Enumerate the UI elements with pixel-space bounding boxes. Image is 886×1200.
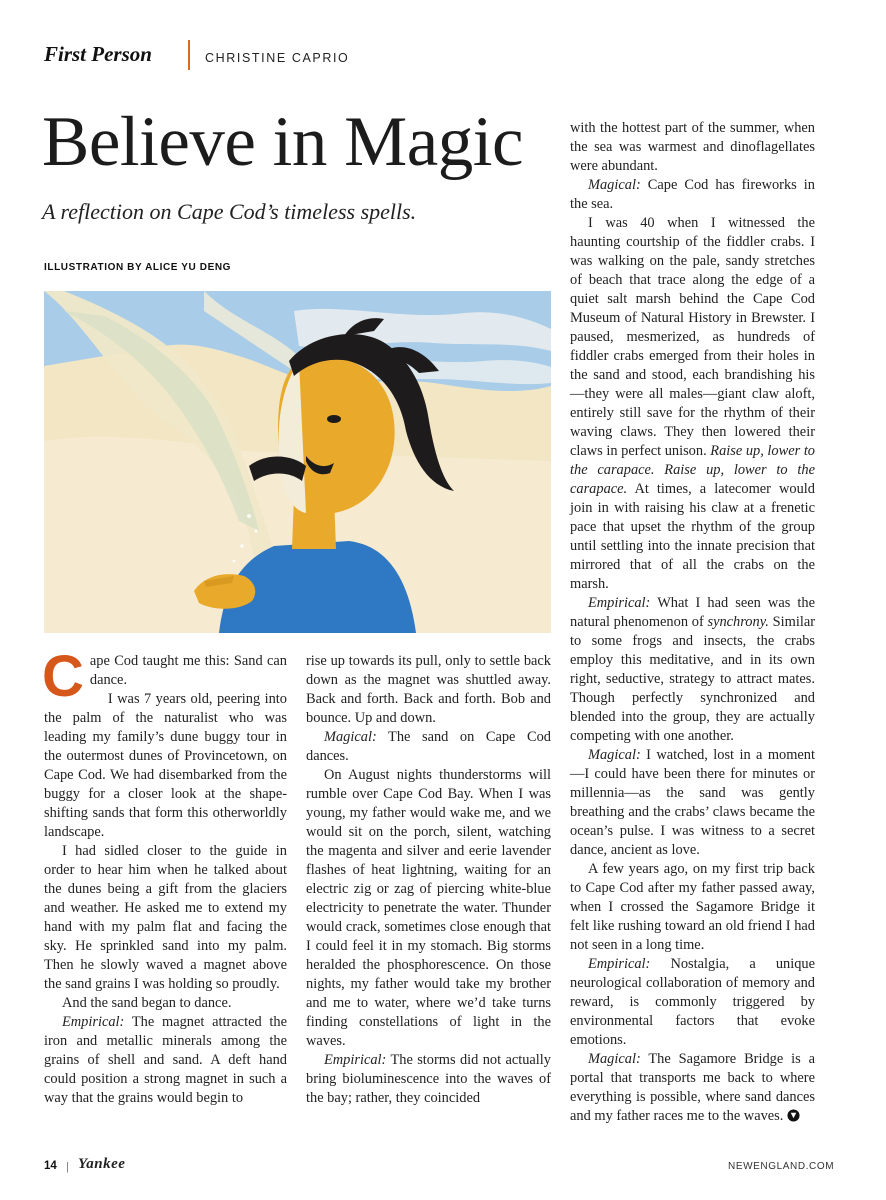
paragraph: And the sand began to dance. — [62, 995, 232, 1011]
paragraph: A few years ago, on my first trip back to Cape Cod after my father passed away, when I crossed the Sagamore Bridge it felt like rushing toward an old friend I had not seen in a long time. — [570, 861, 815, 953]
paragraph: I was 7 years old, peering into the palm of the naturalist who was leading my family’s dune buggy tour in the outermost dunes of Provincetown, on Cape Cod. We had disembarked from the buggy for a closer look at the shape-shifting sands that form this otherworldly landscape. — [44, 691, 287, 840]
paragraph: Empirical: Nostalgia, a unique neurological collaboration of memory and reward, is commonly triggered by environmental factors that evoke emotions. — [570, 956, 815, 1048]
paragraph: Magical: Cape Cod has fireworks in the sea. — [570, 177, 815, 212]
paragraph: Cape Cod taught me this: Sand can dance. — [42, 644, 287, 709]
page-number: 14 — [44, 1160, 57, 1172]
paragraph: rise up towards its pull, only to settle back down as the magnet was shuttled away. Back and forth. Back and forth. Bob and bounce. Up and down. — [306, 653, 551, 726]
paragraph: Magical: I watched, lost in a moment—I could have been there for minutes or millennia—as the sand was gently breathing and the crabs’ claws became the ocean’s pulse. I was witness to a secret dance, ancient as love. — [570, 747, 815, 858]
paragraph: Magical: The Sagamore Bridge is a portal that transports me back to where everything is possible, where sand dances and my father races me to the waves. — [570, 1051, 815, 1124]
paragraph: with the hottest part of the summer, when the sea was warmest and dinoflagellates were abundant. — [570, 120, 815, 174]
paragraph: On August nights thunderstorms will rumble over Cape Cod Bay. When I was young, my father would wake me, and we would sit on the porch, silent, watching the magenta and silver and eerie lavender flashes of heat lightning, waiting for an electric zig or zag of piercing white-blue electricity to penetrate the water. Thunder would crack, sometimes close enough that I could feel it in my stomach. Big storms heralded the phosphorescence. On those nights, my father would take my brother and me to water, where we’d take turns finding constellations of light in the waves. — [306, 767, 551, 1049]
illustration — [44, 291, 551, 633]
paragraph: Magical: The sand on Cape Cod dances. — [306, 729, 551, 764]
paragraph: Empirical: The magnet attracted the iron and metallic minerals among the grains of shell and sand. A deft hand could position a strong magnet in such a way that the grains would begin to — [44, 1014, 287, 1106]
text-column-1 — [42, 644, 287, 1108]
text-column-2 — [306, 652, 551, 1108]
article-title: Believe in Magic — [42, 103, 523, 181]
header-divider — [188, 40, 190, 70]
text-column-3 — [570, 119, 815, 1126]
paragraph: I had sidled closer to the guide in order to hear him when he talked about the dunes being a gift from the glaciers and weather. He asked me to extend my hand with my palm flat and facing the sky. He sprinkled sand into my palm. Then he slowly waved a magnet above the sand grains I was holding so proudly. — [44, 843, 287, 992]
section-label: First Person — [44, 42, 152, 66]
illustration-credit: ILLUSTRATION BY ALICE YU DENG — [44, 262, 232, 273]
author-name: CHRISTINE CAPRIO — [205, 51, 350, 65]
paragraph: Empirical: The storms did not actually bring bioluminescence into the waves of the bay; rather, they coincided — [306, 1052, 551, 1106]
article-subtitle: A reflection on Cape Cod’s timeless spells. — [42, 199, 417, 224]
footer-separator: | — [66, 1161, 69, 1173]
magazine-logo: Yankee — [78, 1156, 126, 1172]
paragraph: Empirical: What I had seen was the natural phenomenon of synchrony. Similar to some frogs and insects, the crabs employ this meditative, and in its own right, seductive, strategy to attract mates. Though perfectly synchronized and blended into the group, they are actually competing with one another. — [570, 595, 815, 744]
end-mark-icon — [787, 1109, 800, 1122]
website-url: NEWENGLAND.COM — [728, 1161, 835, 1172]
paragraph: I was 40 when I witnessed the haunting courtship of the fiddler crabs. I was walking on the pale, sandy stretches of beach that trace along the edge of a quiet salt marsh behind the Cape Cod Museum of Natural History in Brewster. I paused, mesmerized, as hundreds of fiddler crabs emerged from their holes in the sand and stood, each brandishing his—they were all males—giant claw aloft, entirely still save for the rhythm of their waving claws. They then lowered their claws in perfect unison. Raise up, lower to the carapace. Raise up, lower to the carapace. At times, a latecomer would join in with raising his claw at a frenetic pace that upset the rhythm of the group until settling into the innate precision that mirrored that of all the crabs on the marsh. — [570, 215, 816, 592]
drop-cap: C — [42, 644, 84, 709]
